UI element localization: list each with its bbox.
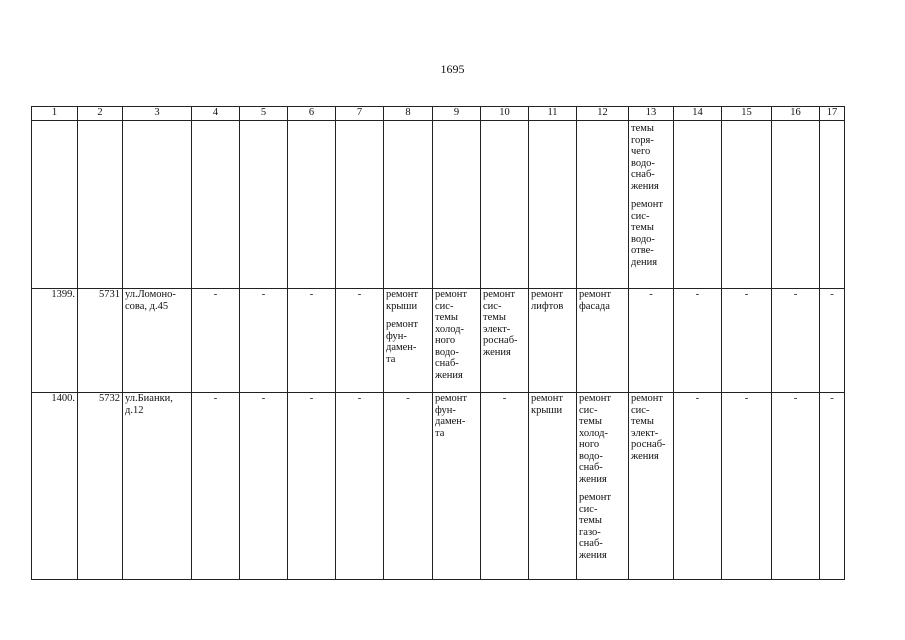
work-item-line: ремонт	[531, 393, 564, 404]
work-item-line: дамен-	[435, 416, 466, 427]
col16-dash: -	[772, 289, 820, 393]
col15-dash: -	[722, 393, 772, 580]
work-item	[386, 289, 430, 312]
work-item-line: ремонт	[631, 393, 664, 404]
work-item-line: ремонт	[579, 289, 612, 300]
col11-works	[529, 393, 577, 580]
empty-cell	[384, 121, 433, 289]
empty-cell	[577, 121, 629, 289]
work-item-line: ремонт	[386, 289, 419, 300]
col13-works	[629, 393, 674, 580]
work-item-line: ремонт	[483, 289, 516, 300]
empty-cell	[192, 121, 240, 289]
empty-cell	[433, 121, 481, 289]
col6-dash: -	[288, 289, 336, 393]
work-item-line: жения	[631, 450, 659, 462]
work-item-line: сис-	[631, 404, 650, 416]
col10-works	[481, 289, 529, 393]
work-item-line: водо-	[631, 233, 655, 245]
work-item-line: ремонт	[631, 199, 664, 210]
building-code: 5731	[78, 289, 123, 393]
col8-works	[384, 289, 433, 393]
column-number-14: 14	[674, 107, 722, 121]
work-item	[631, 393, 671, 462]
work-item-line: ремонт	[579, 393, 612, 404]
address-line: д.12	[125, 404, 144, 416]
work-item	[579, 289, 626, 312]
work-item-line: темы	[435, 312, 458, 323]
work-item-line: снаб-	[579, 462, 603, 473]
column-number-7: 7	[336, 107, 384, 121]
address	[123, 393, 192, 580]
column-number-17: 17	[820, 107, 845, 121]
col17-dash: -	[820, 289, 845, 393]
col13-works	[629, 121, 674, 289]
work-item-line: дения	[631, 256, 658, 268]
work-item-line: крыши	[386, 300, 418, 312]
work-item	[435, 393, 478, 439]
empty-cell	[820, 121, 845, 289]
work-item-line: горя-	[631, 134, 654, 146]
empty-cell	[336, 121, 384, 289]
column-number-10: 10	[481, 107, 529, 121]
work-item-line: фун-	[386, 330, 407, 342]
address-line: ул.Бианки,	[125, 393, 173, 404]
work-item-line: ремонт	[386, 319, 419, 330]
col9-works	[433, 289, 481, 393]
empty-cell	[78, 121, 123, 289]
work-item-line: холод-	[579, 427, 608, 439]
column-number-13: 13	[629, 107, 674, 121]
work-item	[531, 289, 574, 312]
address-line: сова, д.45	[125, 300, 169, 312]
work-item-line: та	[435, 427, 445, 439]
work-item-line: снаб-	[435, 358, 459, 369]
work-item-line: водо-	[631, 157, 655, 169]
work-item	[386, 319, 430, 365]
table-row	[32, 393, 845, 580]
column-number-5: 5	[240, 107, 288, 121]
work-item-line: чего	[631, 146, 651, 157]
work-item-line: жения	[579, 549, 607, 561]
work-item-line: ремонт	[435, 393, 468, 404]
column-number-9: 9	[433, 107, 481, 121]
work-item-line: сис-	[631, 210, 650, 222]
column-number-16: 16	[772, 107, 820, 121]
column-number-11: 11	[529, 107, 577, 121]
work-item-line: водо-	[435, 346, 459, 358]
work-item-line: фун-	[435, 404, 456, 416]
work-item-line: сис-	[483, 300, 502, 312]
work-item	[531, 393, 574, 416]
row-number: 1400.	[32, 393, 78, 580]
work-item-line: темы	[631, 416, 654, 427]
work-item	[435, 289, 478, 381]
empty-cell	[32, 121, 78, 289]
work-item-line: темы	[579, 416, 602, 427]
work-item-line: жения	[631, 180, 659, 192]
work-item-line: снаб-	[631, 169, 655, 180]
column-number-6: 6	[288, 107, 336, 121]
work-item-line: жения	[483, 346, 511, 358]
work-item-line: сис-	[579, 404, 598, 416]
col17-dash: -	[820, 393, 845, 580]
empty-cell	[674, 121, 722, 289]
address	[123, 289, 192, 393]
col7-dash: -	[336, 289, 384, 393]
work-item	[579, 492, 626, 561]
row-number: 1399.	[32, 289, 78, 393]
work-item-line: элект-	[483, 323, 511, 335]
col4-dash: -	[192, 393, 240, 580]
work-item	[483, 289, 526, 358]
column-number-4: 4	[192, 107, 240, 121]
col4-dash: -	[192, 289, 240, 393]
works-table	[31, 106, 845, 580]
col5-dash: -	[240, 393, 288, 580]
work-item-line: темы	[483, 312, 506, 323]
col16-dash: -	[772, 393, 820, 580]
col15-dash: -	[722, 289, 772, 393]
column-number-3: 3	[123, 107, 192, 121]
work-item-line: холод-	[435, 323, 464, 335]
work-item-line: фасада	[579, 300, 610, 312]
column-number-2: 2	[78, 107, 123, 121]
table-row	[32, 289, 845, 393]
building-code: 5732	[78, 393, 123, 580]
col14-dash: -	[674, 393, 722, 580]
work-item-line: дамен-	[386, 342, 417, 353]
work-item-line: та	[386, 353, 396, 365]
work-item-line: ремонт	[531, 289, 564, 300]
col12-works	[577, 289, 629, 393]
empty-cell	[722, 121, 772, 289]
work-item-line: роснаб-	[483, 335, 518, 346]
empty-cell	[529, 121, 577, 289]
col8-dash: -	[384, 393, 433, 580]
work-item	[631, 199, 671, 268]
col13-dash: -	[629, 289, 674, 393]
work-item	[631, 123, 671, 192]
work-item	[579, 393, 626, 485]
column-number-1: 1	[32, 107, 78, 121]
work-item-line: водо-	[579, 450, 603, 462]
empty-cell	[123, 121, 192, 289]
empty-cell	[772, 121, 820, 289]
col10-dash: -	[481, 393, 529, 580]
col9-works	[433, 393, 481, 580]
col11-works	[529, 289, 577, 393]
work-item-line: темы	[579, 515, 602, 526]
empty-cell	[481, 121, 529, 289]
work-item-line: газо-	[579, 526, 601, 538]
col14-dash: -	[674, 289, 722, 393]
work-item-line: лифтов	[531, 300, 564, 312]
work-item-line: ремонт	[579, 492, 612, 503]
work-item-line: сис-	[435, 300, 454, 312]
continuation-row	[32, 121, 845, 289]
col7-dash: -	[336, 393, 384, 580]
work-item-line: роснаб-	[631, 439, 666, 450]
work-item-line: темы	[631, 222, 654, 233]
address-line: ул.Ломоно-	[125, 289, 176, 300]
col5-dash: -	[240, 289, 288, 393]
work-item-line: жения	[435, 369, 463, 381]
page-number: 1695	[440, 62, 465, 76]
work-item-line: жения	[579, 473, 607, 485]
col12-works	[577, 393, 629, 580]
work-item-line: элект-	[631, 427, 659, 439]
empty-cell	[240, 121, 288, 289]
work-item-line: ного	[435, 335, 456, 346]
column-number-15: 15	[722, 107, 772, 121]
column-number-row	[32, 107, 845, 121]
empty-cell	[288, 121, 336, 289]
column-number-12: 12	[577, 107, 629, 121]
work-item-line: отве-	[631, 245, 654, 256]
work-item-line: ного	[579, 439, 600, 450]
column-number-8: 8	[384, 107, 433, 121]
work-item-line: крыши	[531, 404, 563, 416]
work-item-line: сис-	[579, 503, 598, 515]
work-item-line: темы	[631, 123, 654, 134]
col6-dash: -	[288, 393, 336, 580]
work-item-line: снаб-	[579, 538, 603, 549]
work-item-line: ремонт	[435, 289, 468, 300]
